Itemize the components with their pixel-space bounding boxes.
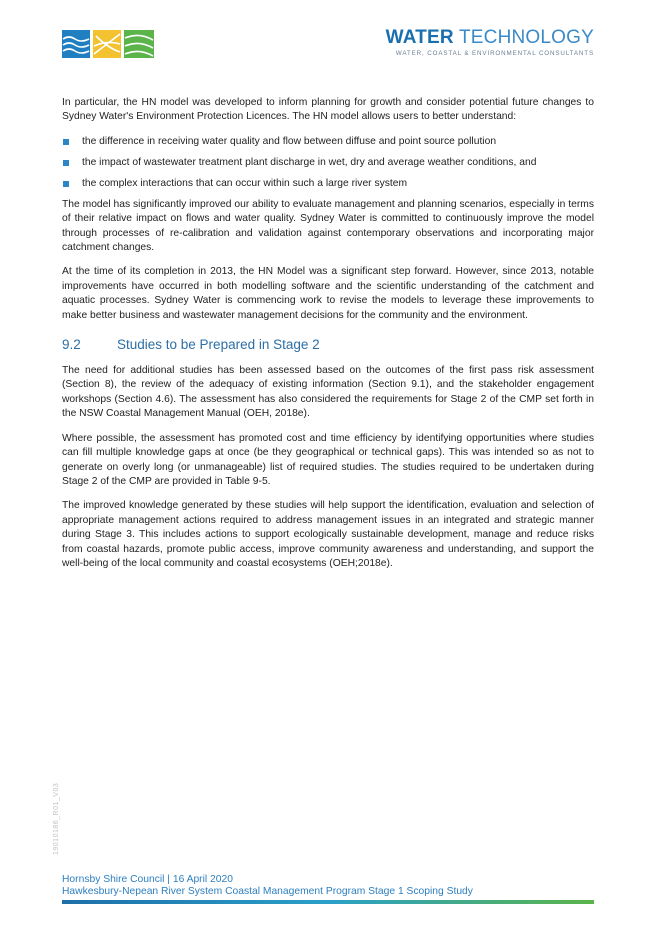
section-number: 9.2 [62, 337, 81, 353]
footer-divider [62, 900, 594, 904]
paragraph: The improved knowledge generated by these studies will help support the identification, evaluation and selection of appropriate management actions required to address management issues in an integrated and strategic manner during Stage 3. This includes actions to support ecologically sustainable development, manage and reduce risks from coastal hazards, promote public access, improve community awareness and understanding, and support the well-being of the local community and coastal ecosystems (OEH;2018e). [62, 500, 594, 569]
brand-name: WATER TECHNOLOGY [385, 27, 594, 48]
bullet-list [62, 135, 594, 191]
square-bullet-icon [63, 181, 69, 187]
list-item: the difference in receiving water quality and flow between diffuse and point source pollution [62, 135, 594, 149]
square-bullet-icon [63, 139, 69, 145]
paragraph: In particular, the HN model was developed to inform planning for growth and consider potential future changes to Sydney Water's Environment Protection Licences. The HN model allows users to better understand: [62, 97, 594, 123]
brand-tagline: WATER, COASTAL & ENVIRONMENTAL CONSULTANTS [395, 50, 594, 57]
page-content [62, 96, 594, 581]
brand [386, 28, 594, 57]
paragraph: Where possible, the assessment has promoted cost and time efficiency by identifying opportunities where studies can fill multiple knowledge gaps at once (be they geographical or technical gaps). This was intended so as not to generate on overly long (or unmanageable) list of required studies. The studies required to be undertaken during Stage 2 of the CMP are provided in Table 9-5. [62, 432, 594, 487]
section-heading [62, 336, 594, 354]
paragraph: The model has significantly improved our ability to evaluate management and planning scenarios, especially in terms of their relative impact on flows and water quality. Sydney Water is committed to continuously improve the model through processes of re-calibration and validation against contemporary observations and incorporating major catchment changes. [62, 198, 594, 254]
footer [62, 874, 473, 898]
square-bullet-icon [63, 160, 69, 166]
company-logo-icon [62, 30, 154, 58]
list-item: the impact of wastewater treatment plant discharge in wet, dry and average weather conditions, and [62, 156, 594, 170]
section-title: Studies to be Prepared in Stage 2 [117, 337, 320, 353]
paragraph: At the time of its completion in 2013, the HN Model was a significant step forward. However, since 2013, notable improvements have occurred in both modelling software and the scientific understanding of the catchment and aquatic processes. Sydney Water is commencing work to revise the models to leverage these improvements to make better business and wastewater management decisions for the community and the environment. [62, 266, 594, 321]
paragraph: The need for additional studies has been assessed based on the outcomes of the first pass risk assessment (Section 8), the review of the adequacy of existing information (Section 9.1), and the stakeholder engagement workshops (Section 4.6). The assessment has also considered the requirements for Stage 2 of the CMP set forth in the NSW Coastal Management Manual (OEH, 2018e). [62, 365, 594, 420]
list-item: the complex interactions that can occur within such a large river system [62, 177, 594, 191]
footer-client-date: Hornsby Shire Council | 16 April 2020 [62, 874, 233, 885]
document-reference: 19010186_R01_V03 [53, 782, 60, 855]
footer-project-title: Hawkesbury-Nepean River System Coastal Management Program Stage 1 Scoping Study [62, 886, 473, 897]
